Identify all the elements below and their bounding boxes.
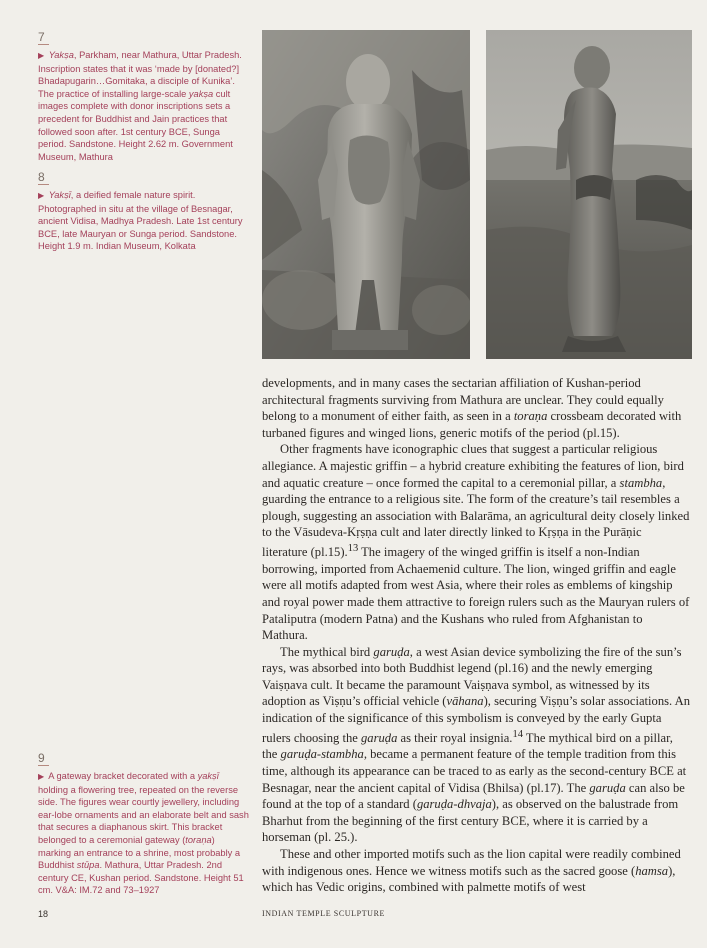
photo-yaksi-statue	[486, 30, 692, 359]
body-text	[262, 375, 690, 896]
paragraph-3: The mythical bird garuḍa, a west Asian device symbolizing the fire of the sun’s rays, was absorbed into both Buddhist legend (pl.16) and the newly emerging Vaiṣṇava cult. It became the paramount Vaiṣṇava symbol, as witnessed by its adoption as Viṣṇu’s official vehicle (vāhana), securing Viṣṇu’s solar associations. An indication of the significance of this symbolism is conveyed by the early Gupta rulers choosing the garuḍa as their royal insignia.$^{14}$ The mythical bird on a pillar, the garuḍa-stambha, became a permanent feature of the temple tradition from this time, although its appearance can be traced to as early as the second-century BCE at Besnagar, near the ancient capital of Vidisa (Bhilsa) (pl.17). The garuḍa can also be found at the top of a standard (garuḍa-dhvaja), as observed on the balustrade from Bharhut from the beginning of the first century BCE, where it is carried by a horseman (pl. 25.).	[262, 644, 691, 845]
photo-yaksa-statue	[262, 30, 470, 359]
page-number: 18	[38, 909, 49, 919]
paragraph-1: developments, and in many cases the sectarian affiliation of Kushan-period architectural fragments surviving from Mathura are unclear. They could equally belong to a monument of either faith, as seen in a toraṇa crossbeam decorated with turbaned figures and winged lions, generic motifs of the period (pl.15).	[262, 376, 682, 440]
caption-block-8	[38, 168, 250, 253]
plate-number-8: 8	[38, 171, 49, 185]
caption-7: ▶ Yakṣa, Parkham, near Mathura, Uttar Pradesh. Inscription states that it was ‘made by [donated?] Bhadapugarin…Gomitaka, a disciple of Kunika’. The practice of installing large-scale yakṣa cult images complete with donor inscriptions sets a precedent for Buddhist and Jain practices that followed soon after. 1st century BCE, Sunga period. Sandstone. Height 2.62 m. Government Museum, Mathura	[38, 50, 242, 162]
caption-block-7	[38, 28, 250, 163]
caption-9: ▶ A gateway bracket decorated with a yakṣī holding a flowering tree, repeated on the reverse side. The figures wear courtly jewellery, including ear-lobe ornaments and an elaborate belt and sash that secures a diaphanous skirt. This bracket belonged to a ceremonial gateway (toraṇa) marking an entrance to a shrine, most probably a Buddhist stūpa. Mathura, Uttar Pradesh. 2nd century CE, Kushan period. Sandstone. Height 51 cm. V&A: IM.72 and 73–1927	[38, 771, 249, 896]
paragraph-2: Other fragments have iconographic clues that suggest a particular religious allegiance. A majestic griffin – a hybrid creature exhibiting the features of lion, bird and aquatic creature – once formed the capital to a ceremonial pillar, a stambha, guarding the entrance to a religious site. The form of the creature’s tail resembles a plough, suggesting an association with Balarāma, an agricultural deity closely linked to the Vāsudeva-Kṛṣṇa cult and later directly linked to Kṛṣṇa in the Purāṇic literature (pl.15).$^{13}$ The imagery of the winged griffin is itself a non-Indian borrowing, imported from Achaemenid culture. The lion, winged griffin and eagle were all motifs adapted from west Asia, where their roles as emblems of kingship and royal power made them attractive to foreign rulers such as the Mauryan rulers of Pataliputra (modern Patna) and the Kushans who ruled from Afghanistan to Mathura.	[262, 442, 690, 643]
caption-8: ▶ Yakṣī, a deified female nature spirit. Photographed in situ at the village of Besnagar, ancient Vidisa, Madhya Pradesh. Late 1st century BCE, late Mauryan or Sunga period. Sandstone. Height 1.9 m. Indian Museum, Kolkata	[38, 190, 243, 252]
paragraph-4: These and other imported motifs such as the lion capital were readily combined with indigenous ones. Hence we witness motifs such as the sacred goose (hamsa), which has Vedic origins, combined with palmette motifs of west	[262, 847, 681, 895]
caption-block-9	[38, 749, 250, 897]
plate-number-9: 9	[38, 752, 49, 766]
plate-number-7: 7	[38, 31, 49, 45]
running-head: INDIAN TEMPLE SCULPTURE	[262, 909, 385, 918]
